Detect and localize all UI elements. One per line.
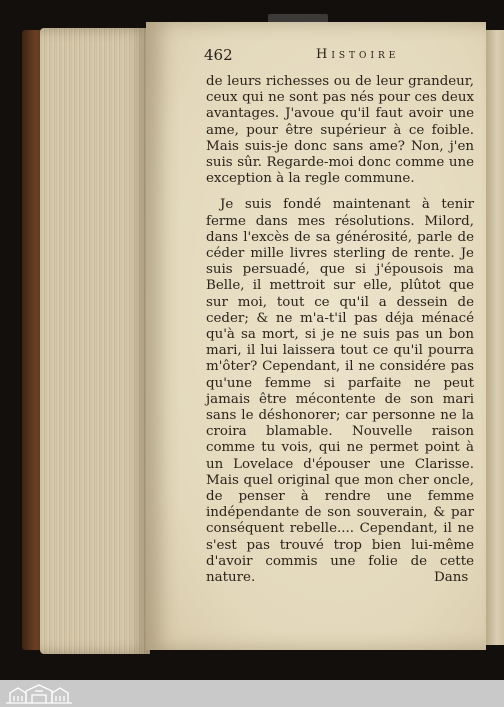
paragraph: Je suis fondé maintenant à tenir ferme dans mes résolutions. Milord, dans l'excès de sa générosité, parle de céder mille livres sterling de rente. Je suis persuadé, que si j'épousois ma Belle, il mettroit sur elle, plûtot que sur moi, tout ce qu'il a dessein de ceder; & ne m'a-t'il pas déja ménacé qu'à sa mort, si je ne suis pas un bon mari, il lui laissera tout ce qu'il pourra m'ôter? Cependant, il ne considére pas qu'une femme si parfaite ne peut jamais être mécontente de son mari sans le déshonorer; car personne ne la croira blamable. Nouvelle raison comme tu vois, qui ne permet point à un Lovelace d'épouser une Clarisse. Mais quel original que mon cher oncle, de penser à rendre une femme indépendante de son souverain, & par conséquent rebelle.... Cependant, il ne s'est pas trouvé trop bien lui-même d'avoir commis une folie de cette nature.: [206, 197, 474, 586]
facing-page-edge: [486, 30, 504, 645]
catchword: Dans: [434, 570, 469, 585]
running-head: Histoire: [316, 47, 400, 62]
page-header: [204, 46, 450, 68]
page-edges: [40, 28, 150, 654]
page-number: 462: [204, 46, 233, 64]
body-text: [206, 74, 474, 586]
viewer-footer: [0, 680, 504, 707]
book-page: [146, 22, 486, 650]
paragraph: de leurs richesses ou de leur grandeur, ceux qui ne sont pas nés pour ces deux avantages. J'avoue qu'il faut avoir une ame, pour être supérieur à ce foible. Mais suis-je donc sans ame? Non, j'en suis sûr. Regarde-moi donc comme une exception à la regle commune.: [206, 74, 474, 187]
library-building-icon: [4, 682, 74, 705]
